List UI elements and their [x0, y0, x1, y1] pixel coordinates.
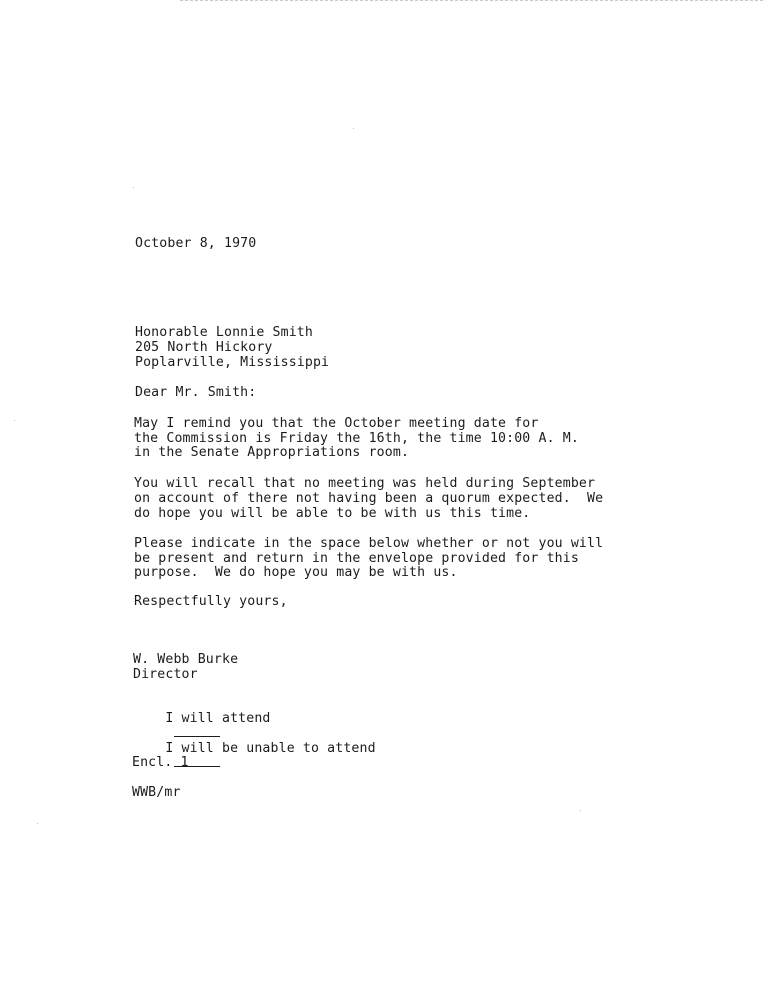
recipient-line: 205 North Hickory — [135, 340, 273, 355]
signer-name: W. Webb Burke — [133, 652, 239, 667]
signer-title: Director — [133, 667, 198, 682]
paragraph-line: on account of there not having been a quorum expected. We — [134, 491, 604, 506]
letter-date: October 8, 1970 — [135, 236, 257, 251]
recipient-line: Honorable Lonnie Smith — [135, 325, 313, 340]
paragraph-line: purpose. We do hope you may be with us. — [134, 565, 458, 580]
paragraph-line: the Commission is Friday the 16th, the time 10:00 A. M. — [134, 431, 579, 446]
paper-speck — [353, 128, 354, 129]
paragraph-line: do hope you will be able to be with us this time. — [134, 506, 531, 521]
enclosure-note: Encl. 1 — [132, 755, 189, 770]
paper-speck — [14, 420, 15, 421]
paragraph-line: be present and return in the envelope provided for this — [134, 551, 579, 566]
paragraph-line: Please indicate in the space below whether or not you will — [134, 536, 604, 551]
paper-speck — [37, 823, 38, 824]
paragraph-line: in the Senate Appropriations room. — [134, 445, 410, 460]
reference-initials: WWB/mr — [132, 785, 181, 800]
attend-label: I will attend — [165, 711, 271, 726]
top-edge-rule — [180, 0, 763, 1]
complimentary-close: Respectfully yours, — [134, 594, 288, 609]
paragraph-line: You will recall that no meeting was held during September — [134, 476, 596, 491]
paragraph-line: May I remind you that the October meeting date for — [134, 416, 539, 431]
salutation: Dear Mr. Smith: — [135, 385, 257, 400]
paper-speck — [133, 187, 134, 188]
paper-speck — [580, 810, 581, 811]
recipient-line: Poplarville, Mississippi — [135, 355, 330, 370]
unable-label: I will be unable to attend — [165, 741, 376, 756]
